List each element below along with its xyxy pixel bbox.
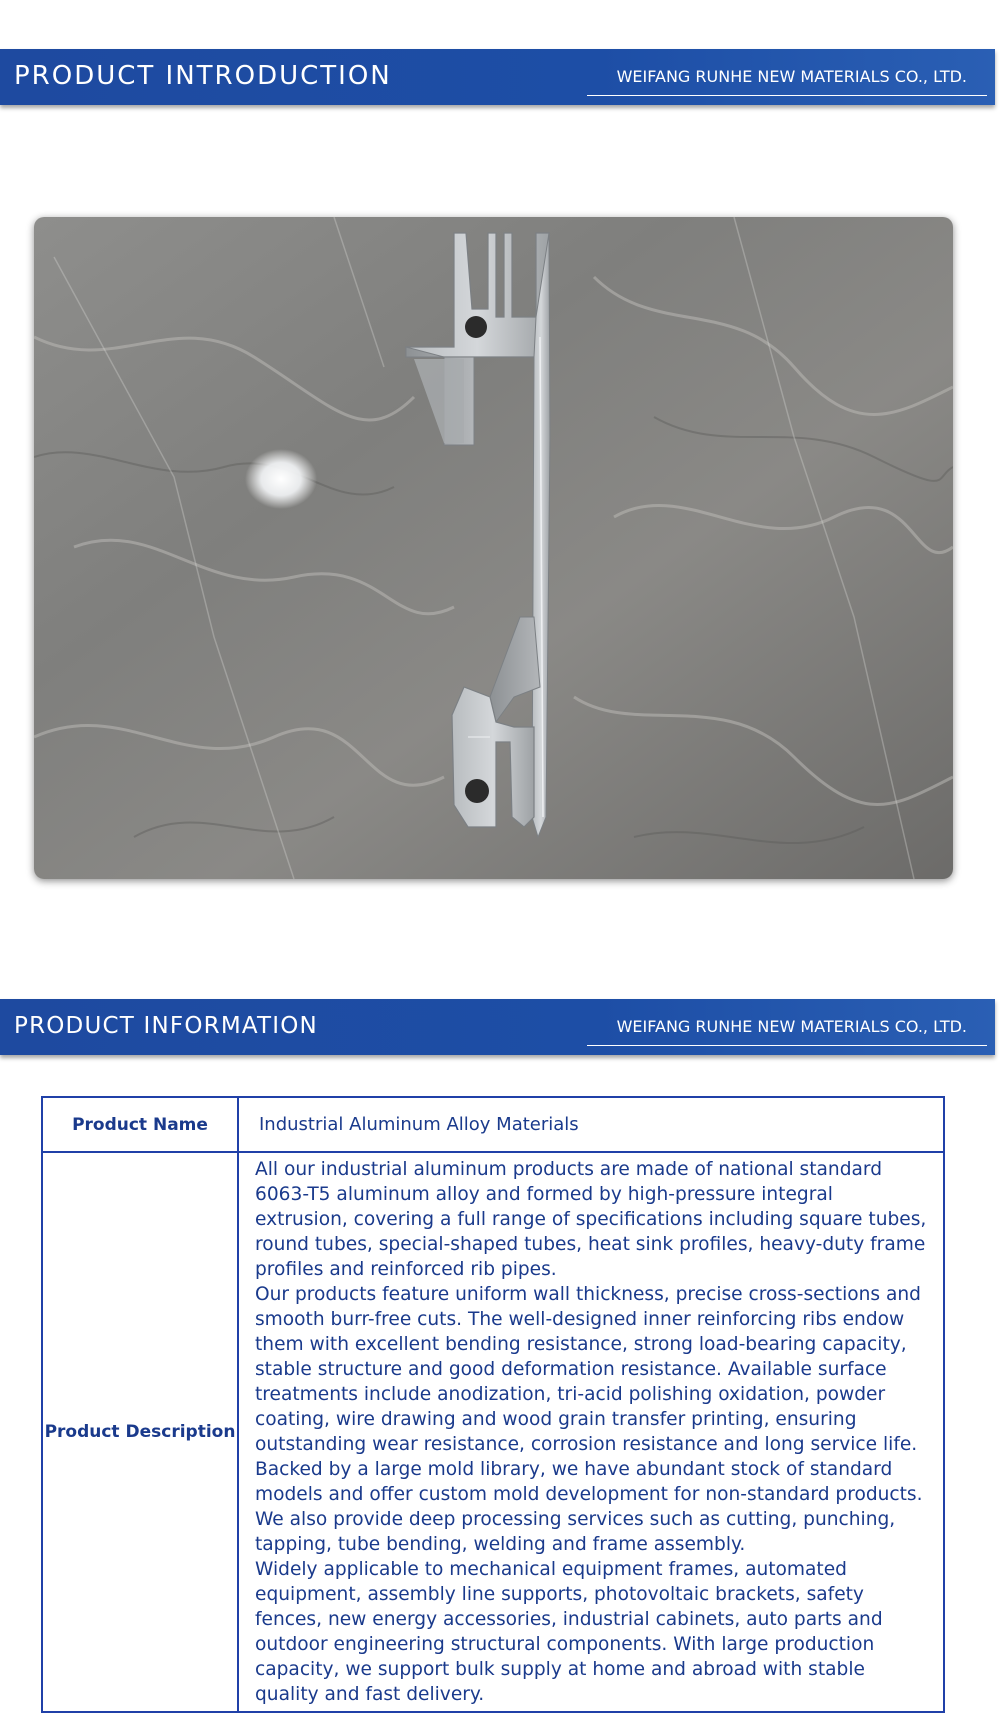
description-paragraph: All our industrial aluminum products are made of national standard 6063-T5 aluminum alloy and formed by high-pressure integral extrusion, covering a full range of specifications including square tubes, round tubes, special-shaped tubes, heat sink profiles, heavy-duty frame profiles and reinforced rib pipes. bbox=[255, 1159, 927, 1280]
product-photo bbox=[34, 217, 953, 879]
aluminum-profile-image bbox=[34, 217, 953, 879]
product-description-value bbox=[238, 1152, 944, 1712]
product-description-label: Product Description bbox=[42, 1152, 238, 1712]
description-paragraph: Backed by a large mold library, we have abundant stock of standard models and offer custom mold development for non-standard products. We also provide deep processing services such as cutting, punching, tapping, tube bending, welding and frame assembly. bbox=[255, 1459, 923, 1555]
product-info-table bbox=[41, 1096, 945, 1713]
product-name-label: Product Name bbox=[42, 1097, 238, 1152]
description-paragraph: Our products feature uniform wall thickness, precise cross-sections and smooth burr-free cuts. The well-designed inner reinforcing ribs endow them with excellent bending resistance, strong load-bearing capacity, stable structure and good deformation resistance. Available surface treatments include anodization, tri-acid polishing oxidation, powder coating, wire drawing and wood grain transfer printing, ensuring outstanding wear resistance, corrosion resistance and long service life. bbox=[255, 1284, 921, 1455]
table-row-product-name bbox=[42, 1097, 944, 1152]
description-paragraph: Widely applicable to mechanical equipment frames, automated equipment, assembly line supports, photovoltaic brackets, safety fences, new energy accessories, industrial cabinets, auto parts and outdoor engineering structural components. With large production capacity, we support bulk supply at home and abroad with stable quality and fast delivery. bbox=[255, 1559, 883, 1705]
intro-banner bbox=[0, 49, 995, 105]
info-banner-title: PRODUCT INFORMATION bbox=[14, 1013, 318, 1039]
info-banner-company: WEIFANG RUNHE NEW MATERIALS CO., LTD. bbox=[616, 1017, 967, 1036]
intro-banner-company: WEIFANG RUNHE NEW MATERIALS CO., LTD. bbox=[616, 67, 967, 86]
info-banner bbox=[0, 999, 995, 1055]
table-row-product-description bbox=[42, 1152, 944, 1712]
intro-banner-underline bbox=[587, 95, 987, 96]
intro-banner-title: PRODUCT INTRODUCTION bbox=[14, 61, 392, 91]
info-banner-underline bbox=[587, 1045, 987, 1046]
product-name-value: Industrial Aluminum Alloy Materials bbox=[238, 1097, 944, 1152]
